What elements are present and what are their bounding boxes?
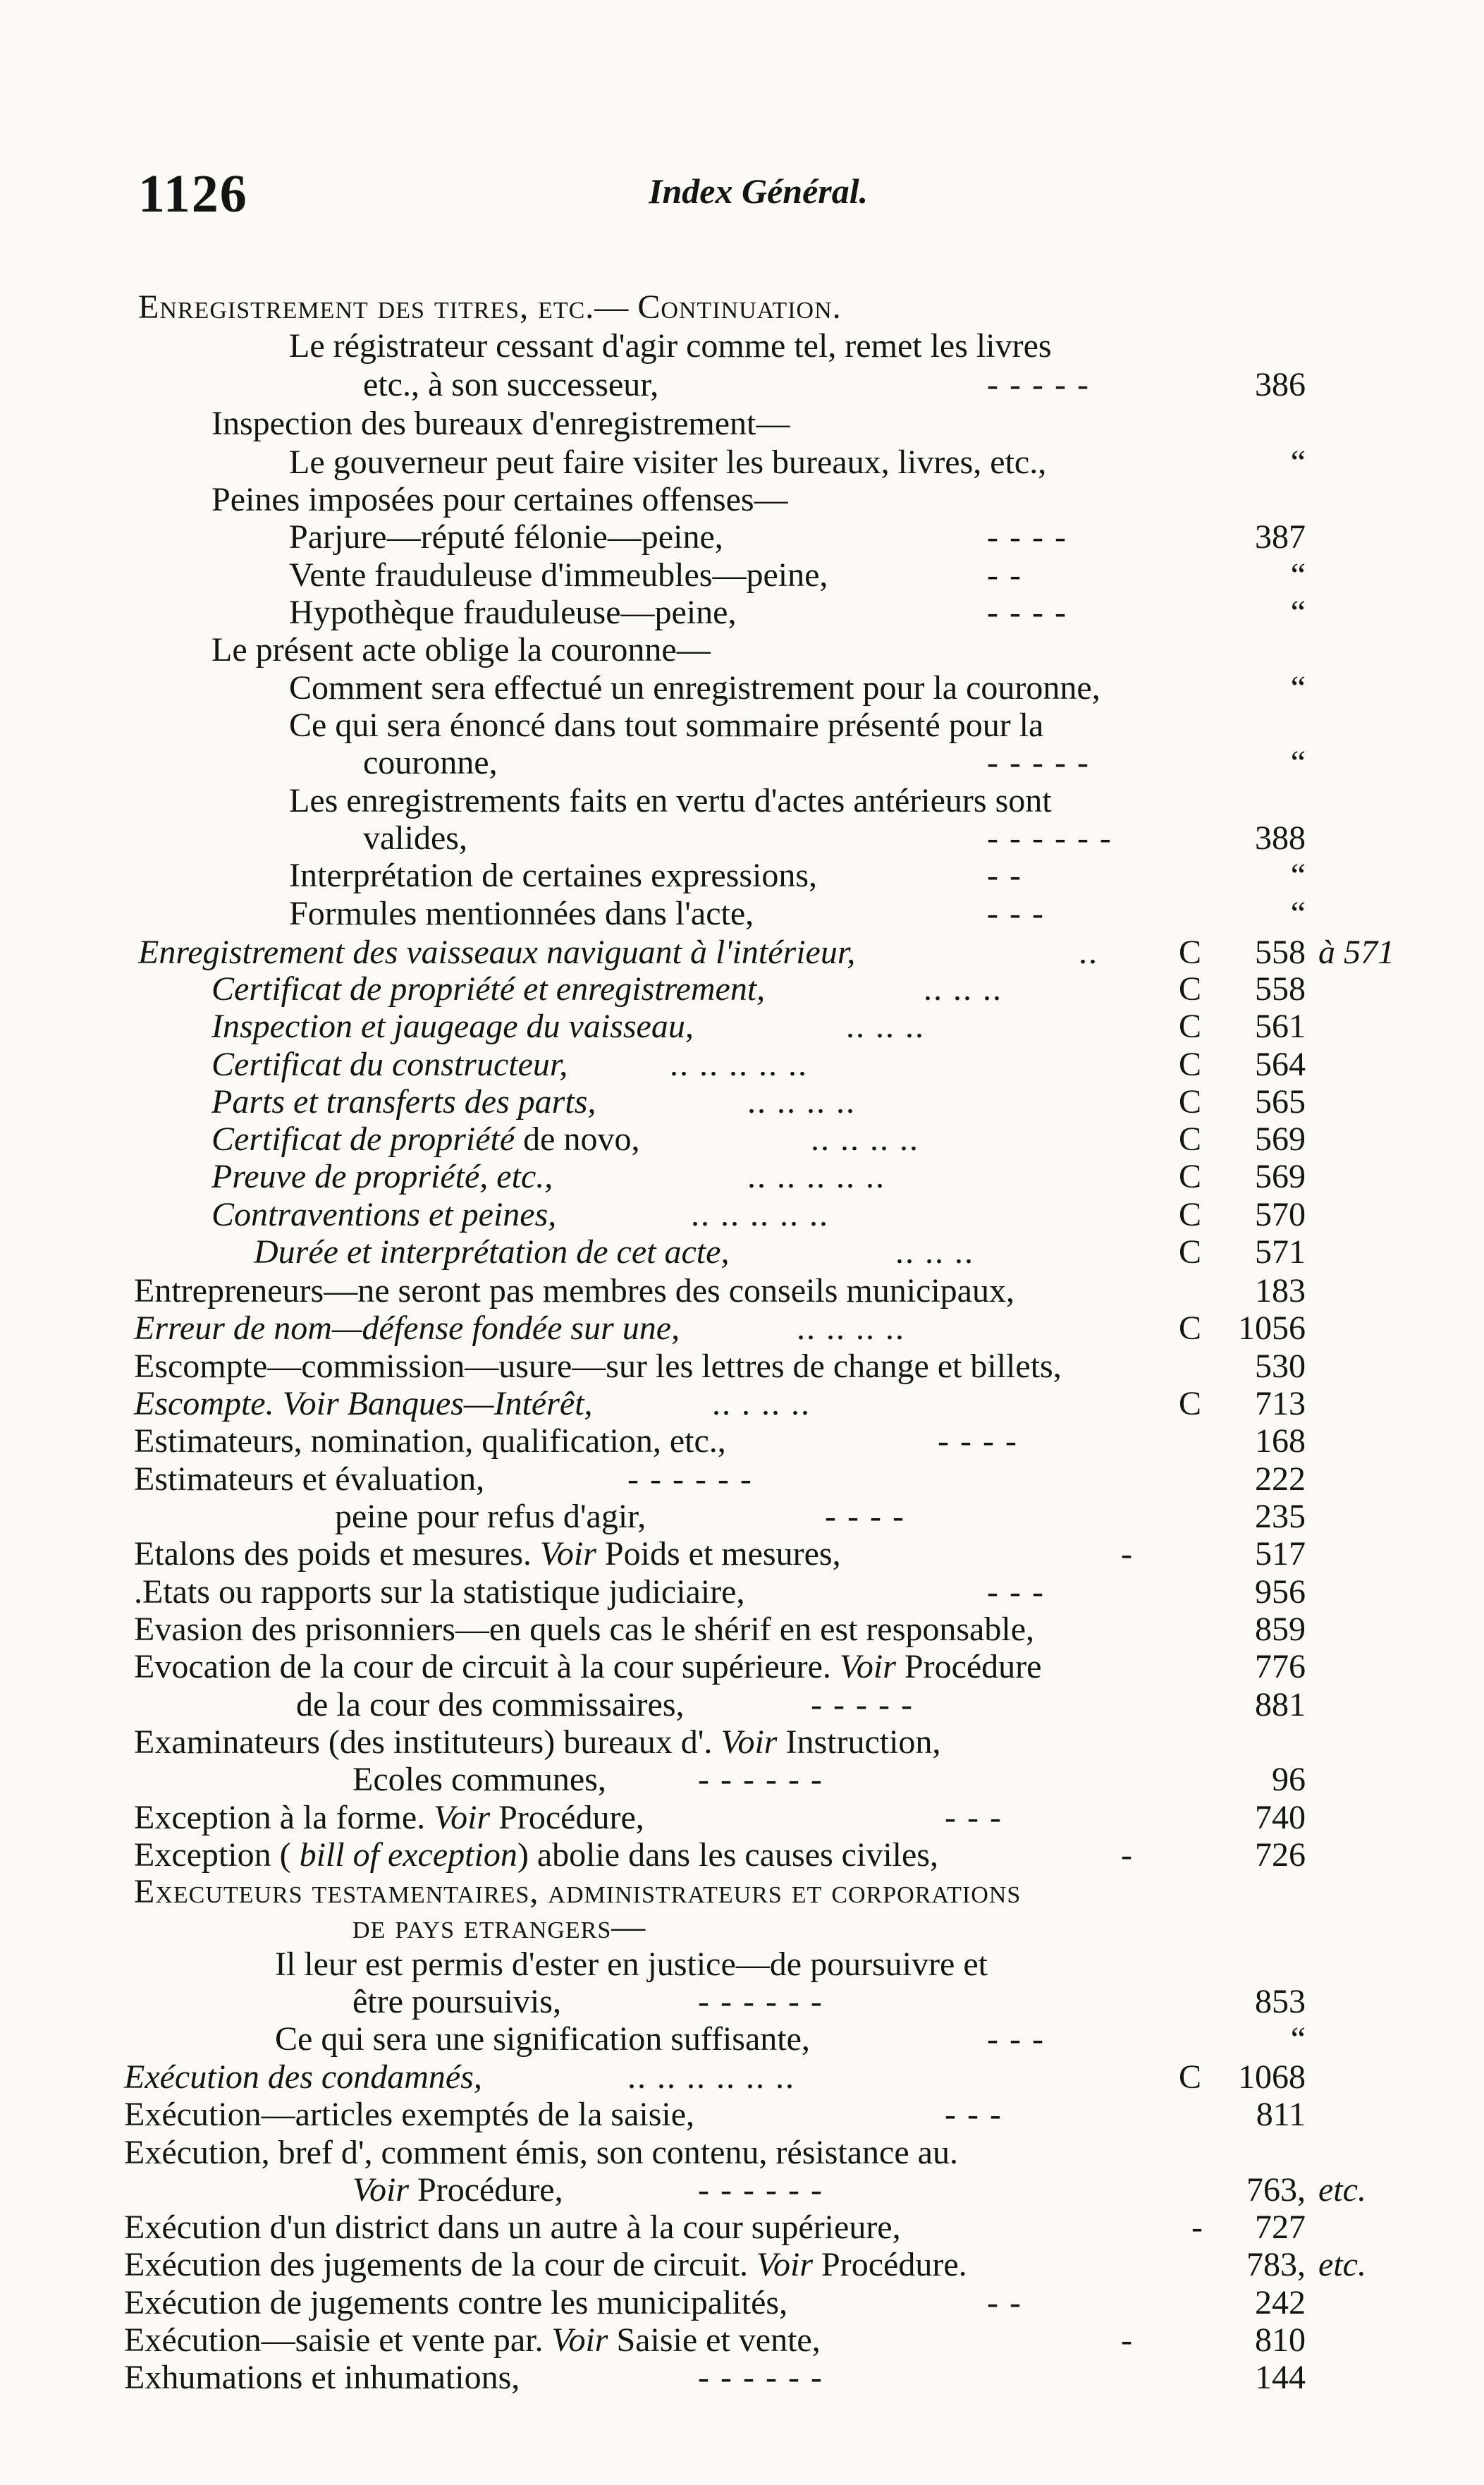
index-entry xyxy=(0,1574,1484,1611)
entry-text xyxy=(134,1649,1041,1685)
entry-label: de pays etrangers— xyxy=(352,1908,646,1946)
entry-label-part: Procédure. xyxy=(821,2246,967,2283)
index-entry xyxy=(0,594,1484,631)
index-entry xyxy=(0,1687,1484,1723)
page-reference: 810 xyxy=(1255,2321,1306,2359)
entry-label: de la cour des commissaires, xyxy=(296,1686,685,1723)
index-entry xyxy=(0,1234,1484,1271)
index-entry xyxy=(0,1874,1484,1910)
code-mark: C xyxy=(1179,934,1202,971)
leader-dots: - - - - - - xyxy=(698,1761,823,1798)
entry-text xyxy=(352,1762,606,1798)
page-reference: 144 xyxy=(1255,2359,1306,2396)
index-entry xyxy=(0,857,1484,894)
entry-label: Examinateurs (des instituteurs) bureaux d'. xyxy=(134,1723,713,1761)
index-entry xyxy=(0,1008,1484,1045)
entry-label: Le régistrateur cessant d'agir comme tel, remet les livres xyxy=(289,327,1052,365)
index-entry xyxy=(0,783,1484,819)
entry-text xyxy=(124,2285,787,2321)
page-reference: “ xyxy=(1290,669,1306,707)
entry-text xyxy=(134,1837,938,1874)
index-entry xyxy=(0,1946,1484,1983)
page-reference: 881 xyxy=(1255,1686,1306,1723)
leader-dots: .. .. .. .. xyxy=(797,1309,905,1347)
entry-text xyxy=(211,1197,556,1233)
entry-text xyxy=(352,1909,646,1946)
entry-label-part: Poids et mesures, xyxy=(604,1535,841,1573)
entry-text xyxy=(134,1423,726,1460)
entry-label: Executeurs testamentaires, administrateurs et corporations xyxy=(134,1873,1022,1910)
code-mark: C xyxy=(1179,1083,1202,1121)
page-reference: “ xyxy=(1290,895,1306,932)
leader-dots: .. .. .. .. .. xyxy=(747,1158,885,1195)
page-reference: “ xyxy=(1290,744,1306,781)
entry-label: valides, xyxy=(363,819,467,857)
entry-text xyxy=(275,2021,810,2058)
entry-text xyxy=(134,1611,1034,1648)
entry-label: Vente frauduleuse d'immeubles—peine, xyxy=(289,556,828,594)
entry-text xyxy=(352,1984,561,2020)
page-reference: 571 xyxy=(1255,1233,1306,1271)
index-entry xyxy=(0,1121,1484,1158)
entry-label: Exécution—saisie et vente par. xyxy=(124,2321,544,2359)
entry-label: peine pour refus d'agir, xyxy=(335,1498,646,1535)
entry-label-part: Procédure, xyxy=(498,1799,644,1836)
entry-label-part: ) abolie dans les causes civiles, xyxy=(517,1836,938,1874)
page-reference: 565 xyxy=(1255,1083,1306,1121)
entry-text xyxy=(124,2135,958,2171)
page-reference: 713 xyxy=(1255,1385,1306,1422)
entry-label-part: Voir xyxy=(839,1648,896,1685)
entry-label: Ce qui sera une signification suffisante, xyxy=(275,2020,810,2058)
entry-text xyxy=(211,1084,596,1121)
leader-dots: - - - xyxy=(987,895,1045,932)
entry-label: Ce qui sera énoncé dans tout sommaire présenté pour la xyxy=(289,707,1044,744)
entry-label: Exécution, bref d', comment émis, son contenu, résistance au. xyxy=(124,2134,958,2171)
page-reference: 386 xyxy=(1255,366,1306,403)
leader-dots: - - - - - - xyxy=(627,1460,753,1498)
entry-text xyxy=(211,1159,553,1195)
entry-text xyxy=(134,1800,644,1836)
index-entry xyxy=(0,2135,1484,2171)
entry-label-part: Continuation. xyxy=(637,288,842,326)
leader-dots: .. .. .. xyxy=(846,1008,925,1045)
leader-dots: .. . .. .. xyxy=(712,1385,811,1422)
entry-label: etc., à son successeur, xyxy=(363,366,659,403)
index-entry xyxy=(0,2172,1484,2209)
leader-dots: - xyxy=(1191,2209,1204,2246)
entry-text xyxy=(134,1574,744,1611)
code-mark: C xyxy=(1179,2058,1202,2096)
leader-dots: - - - - - - xyxy=(698,1983,823,2020)
page-reference: 569 xyxy=(1255,1158,1306,1195)
leader-dots: .. .. .. xyxy=(895,1233,974,1271)
entry-label: Enregistrement des titres, etc.— xyxy=(138,288,630,326)
index-entry xyxy=(0,820,1484,857)
entry-label: Preuve de propriété, etc., xyxy=(211,1158,553,1195)
entry-text xyxy=(124,2247,967,2283)
index-entry xyxy=(0,328,1484,365)
entry-text xyxy=(124,2322,821,2359)
entry-text xyxy=(134,1536,841,1573)
entry-label: Comment sera effectué un enregistrement pour la couronne, xyxy=(289,669,1100,707)
code-mark: C xyxy=(1179,1233,1202,1271)
leader-dots: .. .. .. .. xyxy=(811,1121,919,1158)
entry-text xyxy=(211,482,788,518)
index-entry xyxy=(0,934,1484,971)
index-entry xyxy=(0,1837,1484,1874)
entry-label: Evasion des prisonniers—en quels cas le shérif en est responsable, xyxy=(134,1611,1034,1648)
page-reference: 530 xyxy=(1255,1348,1306,1385)
index-entry xyxy=(0,1310,1484,1347)
index-entry xyxy=(0,1461,1484,1498)
entry-label: Exécution—articles exemptés de la saisie, xyxy=(124,2096,695,2133)
page-reference: 1068 xyxy=(1238,2058,1306,2096)
entry-text xyxy=(289,444,1046,481)
entry-label: Exécution d'un district dans un autre à la cour supérieure, xyxy=(124,2209,901,2246)
entry-label: Durée et interprétation de cet acte, xyxy=(254,1233,730,1271)
entry-text xyxy=(211,971,765,1008)
index-entry xyxy=(0,1611,1484,1648)
leader-dots: - - - xyxy=(945,1799,1002,1836)
entry-label: Exécution de jugements contre les municipalités, xyxy=(124,2284,788,2321)
leader-dots: .. .. .. .. .. xyxy=(670,1046,808,1083)
entry-label-part: Voir Banques—Intérêt, xyxy=(282,1385,593,1422)
index-entry xyxy=(0,1909,1484,1946)
entry-text xyxy=(296,1687,685,1723)
page-reference: 569 xyxy=(1255,1121,1306,1158)
leader-dots: - - xyxy=(987,2284,1022,2321)
index-entry xyxy=(0,557,1484,594)
code-mark: C xyxy=(1179,970,1202,1008)
index-entry xyxy=(0,2247,1484,2283)
leader-dots: - - - - xyxy=(938,1422,1018,1460)
index-entry xyxy=(0,1762,1484,1798)
index-entry xyxy=(0,2209,1484,2246)
index-entry xyxy=(0,1536,1484,1573)
index-entry xyxy=(0,1159,1484,1195)
entry-text xyxy=(363,367,658,403)
entry-text xyxy=(124,2209,901,2246)
entry-label: Les enregistrements faits en vertu d'actes antérieurs sont xyxy=(289,782,1052,819)
entry-text xyxy=(335,1498,646,1535)
index-entry xyxy=(0,2285,1484,2321)
entry-label: Certificat de propriété et enregistrement, xyxy=(211,970,766,1008)
index-entry xyxy=(0,2096,1484,2133)
leader-dots: - xyxy=(1121,2321,1134,2359)
leader-dots: .. .. .. .. .. xyxy=(691,1196,829,1233)
entry-text xyxy=(134,1874,1021,1910)
entry-text xyxy=(124,2096,694,2133)
leader-dots: - - - - - - xyxy=(698,2359,823,2396)
entry-label: Exécution des condamnés, xyxy=(124,2058,482,2096)
entry-label: Exception à la forme. xyxy=(134,1799,426,1836)
entry-label: Estimateurs, nomination, qualification, etc., xyxy=(134,1422,726,1460)
leader-dots: - xyxy=(1121,1836,1134,1874)
entry-text xyxy=(254,1234,729,1271)
entry-label: Il leur est permis d'ester en justice—de poursuivre et xyxy=(275,1946,988,1983)
page-reference: 222 xyxy=(1255,1460,1306,1498)
code-mark: C xyxy=(1179,1309,1202,1347)
entry-label: Evocation de la cour de circuit à la cour supérieure. xyxy=(134,1648,831,1685)
index-entry xyxy=(0,289,1484,326)
entry-label-part: bill of exception xyxy=(299,1836,517,1874)
index-entry xyxy=(0,971,1484,1008)
entry-text xyxy=(289,896,754,932)
leader-dots: .. .. .. xyxy=(924,970,1002,1008)
page-reference: “ xyxy=(1290,556,1306,594)
index-entry xyxy=(0,670,1484,707)
leader-dots: .. xyxy=(1079,934,1098,971)
page-reference: 727 xyxy=(1255,2209,1306,2246)
entry-text xyxy=(124,2359,520,2396)
code-mark: C xyxy=(1179,1385,1202,1422)
entry-label: Inspection des bureaux d'enregistrement— xyxy=(211,405,790,442)
entry-label-part: Instruction, xyxy=(785,1723,941,1761)
page-reference: 517 xyxy=(1255,1535,1306,1573)
index-entry xyxy=(0,1800,1484,1836)
entry-text xyxy=(289,670,1100,707)
code-mark: C xyxy=(1179,1158,1202,1195)
index-entry xyxy=(0,707,1484,744)
entry-label: Certificat du constructeur, xyxy=(211,1046,568,1083)
entry-label-part: Voir xyxy=(551,2321,608,2359)
leader-dots: - - - xyxy=(987,1573,1045,1611)
page-reference: 387 xyxy=(1255,518,1306,556)
index-entry xyxy=(0,1984,1484,2020)
entry-label: Exhumations et inhumations, xyxy=(124,2359,520,2396)
entry-label: Ecoles communes, xyxy=(352,1761,606,1798)
page-reference: 388 xyxy=(1255,819,1306,857)
page-reference: 242 xyxy=(1255,2284,1306,2321)
index-entry xyxy=(0,745,1484,781)
entry-text xyxy=(134,1724,940,1761)
index-entry xyxy=(0,2359,1484,2396)
entry-text xyxy=(138,934,855,971)
entry-label: Entrepreneurs—ne seront pas membres des conseils municipaux, xyxy=(134,1272,1014,1309)
page-number: 1126 xyxy=(138,164,248,224)
index-entry xyxy=(0,1273,1484,1309)
entry-label-part: Voir xyxy=(756,2246,814,2283)
index-entry xyxy=(0,367,1484,403)
entry-label: Exécution des jugements de la cour de circuit. xyxy=(124,2246,749,2283)
entry-label: Le gouverneur peut faire visiter les bureaux, livres, etc., xyxy=(289,444,1047,481)
page-header xyxy=(0,164,1484,224)
entry-label: Exception ( xyxy=(134,1836,291,1874)
page-reference: “ xyxy=(1290,2020,1306,2058)
page-reference: 776 xyxy=(1255,1648,1306,1685)
entry-text xyxy=(138,289,842,326)
leader-dots: - - - - - xyxy=(811,1686,914,1723)
leader-dots: - - - - - xyxy=(987,366,1090,403)
page-reference: 726 xyxy=(1255,1836,1306,1874)
index-entry xyxy=(0,2322,1484,2359)
code-mark: C xyxy=(1179,1008,1202,1045)
leader-dots: - - - - xyxy=(987,594,1067,631)
entry-label: Escompte. xyxy=(134,1385,274,1422)
entry-text xyxy=(134,1386,593,1422)
index-entry xyxy=(0,1197,1484,1233)
index-entry xyxy=(0,1649,1484,1685)
entry-text xyxy=(289,557,828,594)
page-reference: 561 xyxy=(1255,1008,1306,1045)
leader-dots: - - - - - - xyxy=(698,2171,823,2209)
entry-text xyxy=(211,632,711,668)
leader-dots: - - - - - xyxy=(987,744,1090,781)
entry-label-part: Voir xyxy=(720,1723,778,1761)
leader-dots: - - - - xyxy=(825,1498,905,1535)
page-reference: 564 xyxy=(1255,1046,1306,1083)
entry-text xyxy=(352,2172,563,2209)
entry-label: Inspection et jaugeage du vaisseau, xyxy=(211,1008,694,1045)
entry-text xyxy=(211,1008,694,1045)
entry-text xyxy=(275,1946,988,1983)
entry-label: Contraventions et peines, xyxy=(211,1196,557,1233)
entry-text xyxy=(289,707,1043,744)
index-entry xyxy=(0,1084,1484,1121)
entry-label-part: Voir xyxy=(539,1535,596,1573)
entry-label: Peines imposées pour certaines offenses— xyxy=(211,481,788,518)
index-entry xyxy=(0,482,1484,518)
entry-text xyxy=(363,820,467,857)
entry-text xyxy=(211,405,790,442)
entry-label: couronne, xyxy=(363,744,498,781)
entry-text xyxy=(289,519,723,556)
page-reference: 763, xyxy=(1246,2171,1306,2209)
page-reference: 1056 xyxy=(1238,1309,1306,1347)
entry-label: Parts et transferts des parts, xyxy=(211,1083,596,1121)
leader-dots: - - xyxy=(987,857,1022,894)
index-entry xyxy=(0,519,1484,556)
index-entry xyxy=(0,1724,1484,1761)
entry-text xyxy=(289,857,817,894)
page-reference: 956 xyxy=(1255,1573,1306,1611)
leader-dots: - - - xyxy=(945,2096,1002,2133)
entry-text xyxy=(134,1273,1014,1309)
entry-text xyxy=(134,1348,1062,1385)
entry-text xyxy=(211,1046,568,1083)
entry-text xyxy=(134,1461,484,1498)
page-reference: 859 xyxy=(1255,1611,1306,1648)
page-reference: “ xyxy=(1290,444,1306,481)
page-reference: 558 xyxy=(1255,970,1306,1008)
entry-label-part: Procédure xyxy=(904,1648,1042,1685)
index-entry xyxy=(0,2021,1484,2058)
entry-label: Le présent acte oblige la couronne— xyxy=(211,631,711,668)
entry-label: Erreur de nom—défense fondée sur une, xyxy=(134,1309,680,1347)
page-reference-extra: à 571 xyxy=(1318,934,1394,971)
entry-label: Formules mentionnées dans l'acte, xyxy=(289,895,754,932)
code-mark: C xyxy=(1179,1121,1202,1158)
page-reference-extra: etc. xyxy=(1318,2171,1366,2209)
index-entry xyxy=(0,444,1484,481)
entry-text xyxy=(363,745,498,781)
index-entry xyxy=(0,896,1484,932)
leader-dots: - xyxy=(1121,1535,1134,1573)
entry-label-part: Voir xyxy=(434,1799,491,1836)
index-entry xyxy=(0,1046,1484,1083)
index-entry xyxy=(0,632,1484,668)
running-head: Index Général. xyxy=(649,171,869,211)
page-reference-extra: etc. xyxy=(1318,2246,1366,2283)
page-reference: 783, xyxy=(1246,2246,1306,2283)
page-reference: “ xyxy=(1290,857,1306,894)
leader-dots: - - xyxy=(987,556,1022,594)
page-reference: 811 xyxy=(1256,2096,1306,2133)
index-entry xyxy=(0,1423,1484,1460)
index-entry xyxy=(0,1498,1484,1535)
page-reference: 168 xyxy=(1255,1422,1306,1460)
entry-label: .Etats ou rapports sur la statistique judiciaire, xyxy=(134,1573,745,1611)
entry-label: Certificat de propriété xyxy=(211,1121,515,1158)
index-entry xyxy=(0,1348,1484,1385)
page-reference: “ xyxy=(1290,594,1306,631)
entry-text xyxy=(289,328,1052,365)
page-reference: 96 xyxy=(1272,1761,1306,1798)
entry-label: Hypothèque frauduleuse—peine, xyxy=(289,594,737,631)
entry-label: Enregistrement des vaisseaux naviguant à l'intérieur, xyxy=(138,934,856,971)
entry-text xyxy=(289,594,736,631)
entry-text xyxy=(134,1310,680,1347)
entry-label: Voir xyxy=(352,2171,410,2209)
index-entry xyxy=(0,405,1484,442)
leader-dots: - - - - - - xyxy=(987,819,1112,857)
entry-text xyxy=(289,783,1052,819)
page-reference: 558 xyxy=(1255,934,1306,971)
entry-label: Etalons des poids et mesures. xyxy=(134,1535,532,1573)
index-entry xyxy=(0,1386,1484,1422)
page-reference: 740 xyxy=(1255,1799,1306,1836)
page-reference: 570 xyxy=(1255,1196,1306,1233)
index-entry xyxy=(0,2059,1484,2096)
page-reference: 235 xyxy=(1255,1498,1306,1535)
leader-dots: - - - - xyxy=(987,518,1067,556)
leader-dots: .. .. .. .. .. .. xyxy=(627,2058,795,2096)
entry-label: Escompte—commission—usure—sur les lettres de change et billets, xyxy=(134,1348,1062,1385)
page-reference: 183 xyxy=(1255,1272,1306,1309)
entry-label-part: de novo, xyxy=(523,1121,640,1158)
code-mark: C xyxy=(1179,1046,1202,1083)
leader-dots: .. .. .. .. xyxy=(747,1083,856,1121)
entry-label-part: Procédure, xyxy=(417,2171,563,2209)
code-mark: C xyxy=(1179,1196,1202,1233)
entry-label: être poursuivis, xyxy=(352,1983,561,2020)
entry-label: Estimateurs et évaluation, xyxy=(134,1460,485,1498)
entry-label: Interprétation de certaines expressions, xyxy=(289,857,818,894)
entry-label: Parjure—réputé félonie—peine, xyxy=(289,518,723,556)
leader-dots: - - - xyxy=(987,2020,1045,2058)
entry-label-part: Saisie et vente, xyxy=(616,2321,821,2359)
page-reference: 853 xyxy=(1255,1983,1306,2020)
entry-text xyxy=(124,2059,482,2096)
entry-text xyxy=(211,1121,639,1158)
